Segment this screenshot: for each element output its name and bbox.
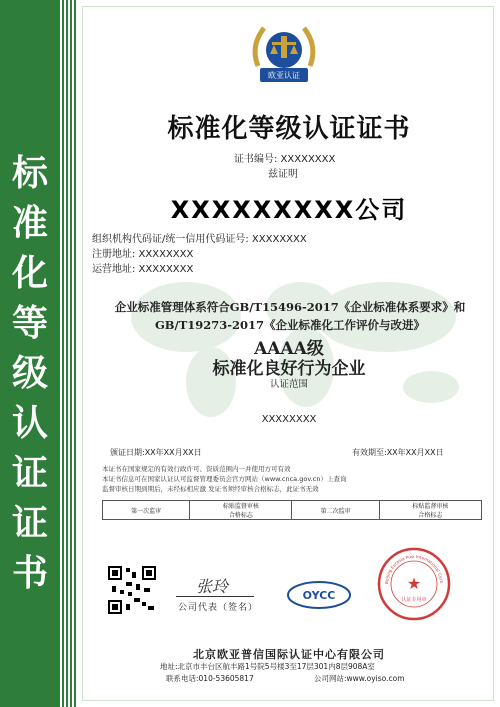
certificate-number: 证书编号: XXXXXXXX <box>234 154 336 165</box>
registered-address: 注册地址: XXXXXXXX <box>92 249 194 260</box>
attest-text: 兹证明 <box>268 169 298 180</box>
good-behavior-title: 标准化良好行为企业 <box>212 359 366 379</box>
seal-bottom-text: 认证专用章 <box>401 597 427 603</box>
note-line: 本证书信息可在国家认证认可监督管理委员会官方网站（www.cnca.gov.cn）上查询 <box>102 475 347 483</box>
oycc-logo <box>286 580 352 610</box>
qr-code[interactable] <box>108 566 156 614</box>
spine-char: 级 <box>11 352 48 394</box>
spine-char: 等 <box>11 302 48 344</box>
audit-first-stamp: 标贴监督审核 合格标志 <box>190 501 292 520</box>
scope-line-2: GB/T19273-2017《企业标准化工作评价与改进》 <box>154 318 426 332</box>
spine-char: 化 <box>11 252 48 294</box>
representative-signature: 张玲 <box>196 577 229 596</box>
footer-address: 地址:北京市丰台区航丰路1号院5号楼3至17层301内8层908A室 <box>160 662 375 671</box>
representative-label: 公司代表（签名） <box>178 603 259 613</box>
valid-until-date: 有效期至:XX年XX月XX日 <box>352 448 444 457</box>
scope-line-1: 企业标准管理体系符合GB/T15496-2017《企业标准体系要求》和 <box>114 300 466 314</box>
audit-second-stamp: 标贴监督审核 合格标志 <box>379 501 481 520</box>
footer-phone: 联系电话:010-53605817 <box>166 674 254 683</box>
certificate-title: 标准化等级认证证书 <box>167 114 411 144</box>
footer-company: 北京欧亚普信国际认证中心有限公司 <box>193 648 385 661</box>
spine-char: 书 <box>11 552 48 594</box>
grade-level: AAAA级 <box>254 339 324 359</box>
scope-statement <box>94 298 486 334</box>
audit-table <box>102 500 482 520</box>
company-name: XXXXXXXXX公司 <box>170 196 408 224</box>
certificate-spine <box>0 0 72 707</box>
spine-border <box>60 0 70 707</box>
certification-logo <box>244 16 324 96</box>
spine-char: 准 <box>11 202 48 244</box>
scope-label: 认证范围 <box>269 379 308 390</box>
audit-first-label: 第一次监审 <box>103 501 190 520</box>
official-seal <box>376 546 452 622</box>
audit-second-label: 第二次监审 <box>292 501 379 520</box>
note-line: 本证书在国家规定的有效行政许可、资质范围内一并使用方可有效 <box>102 465 291 473</box>
scope-value: XXXXXXXX <box>261 414 317 425</box>
certificate-notes <box>102 464 482 494</box>
operating-address: 运营地址: XXXXXXXX <box>92 264 194 275</box>
logo-banner-text: 欧亚认证 <box>268 71 300 80</box>
seal-star: ★ <box>406 574 422 593</box>
issue-date: 颁证日期:XX年XX月XX日 <box>110 448 202 457</box>
footer-website: 公司网站:www.oyiso.com <box>314 674 405 683</box>
note-line: 监督审核日期到期后，未经标相应激 发证书须经审核合格标志，此证书无效 <box>102 485 319 493</box>
spine-title <box>0 148 60 598</box>
oycc-text: OYCC <box>302 589 336 602</box>
org-code: 组织机构代码证/统一信用代码证号: XXXXXXXX <box>92 234 307 245</box>
signature-line <box>176 596 254 597</box>
spine-char: 标 <box>11 152 48 194</box>
certificate-page <box>74 0 500 707</box>
spine-char: 证 <box>11 502 48 544</box>
spine-char: 证 <box>11 452 48 494</box>
spine-char: 认 <box>11 402 48 444</box>
audit-row <box>103 501 482 520</box>
seal-ring-text: Beijing Eurasia Pusi International Certi <box>383 553 444 585</box>
